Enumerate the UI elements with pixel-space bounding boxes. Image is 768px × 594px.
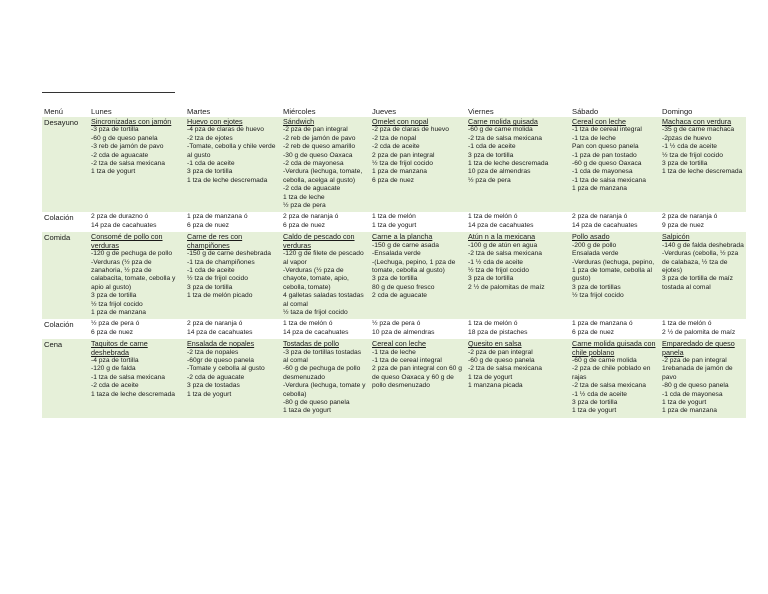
ingredient-line: 2 cda de aguacate <box>372 292 428 300</box>
ingredient-line: -1 cda de mayonesa <box>662 390 723 398</box>
dish-title: Caldo de pescado con verduras <box>283 232 355 250</box>
header-rule <box>42 92 175 93</box>
ingredient-line: 10 pza de almendras <box>468 168 531 176</box>
ingredient-line: -150 g de carne asada <box>372 241 439 249</box>
menu-cell <box>89 117 185 212</box>
ingredient-line: 3 pza de tostadas <box>187 382 240 390</box>
menu-cell <box>370 117 466 212</box>
ingredient-line: -120 g de pechuga de pollo <box>91 250 173 258</box>
ingredient-line: -1 tza de leche <box>572 134 616 142</box>
menu-cell <box>466 212 570 232</box>
ingredient-line: 6 pza de nuez <box>372 176 415 184</box>
ingredient-line: -35 g de carne machaca <box>662 126 735 134</box>
meal-label: Colación <box>42 212 89 232</box>
ingredient-line: -60 g de pechuga de pollo desmenuzado <box>283 365 361 381</box>
ingredient-line: -Verdura (lechuga, tomate, cebolla, acelga al gusto) <box>283 168 363 184</box>
menu-cell <box>570 339 660 418</box>
ingredient-line: -2 cda de mayonesa <box>283 160 344 168</box>
ingredient-line: -2 pza de pan integral <box>468 348 533 356</box>
menu-row <box>42 339 746 418</box>
ingredient-line: -Verdura (lechuga, tomate y cebolla) <box>283 382 366 398</box>
ingredient-line: 3 pza de tortilla <box>468 275 514 283</box>
menu-cell <box>370 212 466 232</box>
ingredient-line: ½ tza de frijol cocido <box>187 275 248 283</box>
ingredient-line: 3 pza de tortilla <box>187 283 233 291</box>
ingredient-line: 1 taza de leche descremada <box>91 390 176 398</box>
ingredient-line: -2 tza de salsa mexicana <box>468 134 542 142</box>
ingredient-line: 2 pza de naranja ó <box>283 213 339 221</box>
ingredient-line: -1 cda de aceite <box>468 143 516 151</box>
ingredient-line: 6 pza de nuez <box>187 221 230 229</box>
ingredient-line: -Verduras (½ pza de chayote, tomate, apio, cebolla, tomate) <box>283 266 349 291</box>
ingredient-line: 2 pza de naranja ó <box>662 213 718 221</box>
ingredient-line: 3 pza de tortilla de maíz tostada al comal <box>662 275 733 291</box>
ingredient-line: 14 pza de cacahuates <box>468 221 534 229</box>
ingredient-line: 1 tza de melón ó <box>468 213 518 221</box>
ingredient-line: -1 ½ cda de aceite <box>572 390 628 398</box>
meal-label: Desayuno <box>42 117 89 212</box>
ingredient-line: Ensalada verde <box>572 250 619 258</box>
ingredient-line: -60 g de queso Oaxaca <box>572 160 642 168</box>
ingredient-line: -1 tza de leche <box>372 348 416 356</box>
menu-cell <box>466 117 570 212</box>
ingredient-line: 1 pza de manzana <box>372 168 428 176</box>
menu-cell <box>185 232 281 319</box>
ingredient-line: -2 tza de nopales <box>187 348 239 356</box>
menu-cell <box>660 212 746 232</box>
ingredient-line: 1 tza de leche <box>283 193 325 201</box>
ingredient-line: -1 cda de mayonesa <box>572 168 633 176</box>
ingredient-line: -120 g de filete de pescado al vapor <box>283 250 364 266</box>
ingredient-line: -80 g de queso panela <box>662 382 729 390</box>
ingredient-line: 1 tza de leche descremada <box>187 176 268 184</box>
menu-cell <box>185 212 281 232</box>
menu-cell <box>281 232 370 319</box>
ingredient-line: 1 tza de melón ó <box>283 320 333 328</box>
column-header-menu: Menú <box>44 107 63 116</box>
dish-title: Machaca con verdura <box>662 117 732 126</box>
dish-title: Tostadas de pollo <box>283 339 339 349</box>
ingredient-line: -2 cda de aceite <box>91 382 139 390</box>
dish-title: Pollo asado <box>572 232 610 242</box>
ingredient-line: -2pzas de huevo <box>662 134 712 142</box>
ingredient-line: -2 pza de pan integral <box>283 126 348 134</box>
header-row <box>42 105 746 117</box>
ingredient-line: 80 g de queso fresco <box>372 283 435 291</box>
menu-cell <box>89 232 185 319</box>
ingredient-line: 2 ½ de palomita de maíz <box>662 328 736 336</box>
ingredient-line: 2 pza de naranja ó <box>187 320 243 328</box>
ingredient-line: ½ taza de frijol cocido <box>283 308 348 316</box>
ingredient-line: ½ pza de pera ó <box>372 320 421 328</box>
ingredient-line: -80 g de queso panela <box>283 399 350 406</box>
ingredient-line: -2 cda de aguacate <box>187 373 245 381</box>
dish-title: Taquitos de carne deshebrada <box>91 339 148 357</box>
ingredient-line: ½ tza de frijol cocido <box>372 160 433 168</box>
ingredient-line: -1 tza de cereal integral <box>372 356 442 364</box>
ingredient-line: 3 pza de tortilla <box>468 151 514 159</box>
ingredient-line: -140 g de falda deshebrada <box>662 241 744 249</box>
ingredient-line: 2 pza de pan integral con 60 g de queso Oaxaca y 60 g de pollo desmenuzado <box>372 365 462 390</box>
ingredient-line: 14 pza de cacahuates <box>283 328 349 336</box>
dish-title: Cereal con leche <box>372 339 426 349</box>
menu-cell <box>660 339 746 418</box>
ingredient-line: Pan con queso panela <box>572 143 639 151</box>
ingredient-line: -1 tza de cereal integral <box>572 126 642 134</box>
ingredient-line: -60 g de queso panela <box>468 356 535 364</box>
menu-cell <box>466 319 570 339</box>
dish-title: Salpicón <box>662 232 690 242</box>
dish-title: Carne de res con champiñones <box>187 232 243 250</box>
ingredient-line: 1 taza de yogurt <box>283 407 331 415</box>
ingredient-line: -200 g de pollo <box>572 241 617 249</box>
ingredient-line: 18 pza de pistaches <box>468 328 528 336</box>
ingredient-line: ½ tza de frijol cocido <box>468 266 529 274</box>
menu-cell <box>281 319 370 339</box>
column-header-day: Domingo <box>662 107 693 116</box>
ingredient-line: 1 tza de yogurt <box>91 168 136 176</box>
menu-row <box>42 117 746 212</box>
ingredient-line: 1 tza de leche descremada <box>468 160 549 168</box>
menu-cell <box>370 319 466 339</box>
ingredient-line: 3 pza de tortilla <box>572 399 618 406</box>
dish-title: Omelet con nopal <box>372 117 429 126</box>
menu-cell <box>89 319 185 339</box>
menu-cell <box>281 117 370 212</box>
ingredient-line: 10 pza de almendras <box>372 328 435 336</box>
ingredient-line: -Ensalada verde <box>372 250 421 258</box>
ingredient-line: 3 pza de tortilla <box>662 160 708 168</box>
ingredient-line: 2 pza de durazno ó <box>91 213 149 221</box>
ingredient-line: -2 tza de salsa mexicana <box>468 250 542 258</box>
ingredient-line: 1 tza de leche descremada <box>662 168 743 176</box>
menu-cell <box>570 319 660 339</box>
ingredient-line: 3 pza de tortillas <box>572 283 621 291</box>
ingredient-line: -1 tza de salsa mexicana <box>572 176 646 184</box>
ingredient-line: -1 ½ cda de aceite <box>468 258 524 266</box>
meal-label: Comida <box>42 232 89 319</box>
menu-cell <box>370 339 466 418</box>
dish-title: Carne molida guisada con chile poblano <box>572 339 656 357</box>
ingredient-line: -60 g de queso panela <box>91 134 158 142</box>
ingredient-line: 1rebanada de jamón de pavo <box>662 365 733 381</box>
ingredient-line: 14 pza de cacahuates <box>187 328 253 336</box>
ingredient-line: 1 tza de melón ó <box>662 320 712 328</box>
menu-cell <box>89 212 185 232</box>
column-header-day: Sábado <box>572 107 599 116</box>
ingredient-line: ½ pza de pera ó <box>91 320 140 328</box>
column-header-day: Martes <box>187 107 211 116</box>
dish-title: Cereal con leche <box>572 117 626 126</box>
ingredient-line: -3 pza de tortillas tostadas al comal <box>283 348 362 364</box>
ingredient-line: -1 pza de pan tostado <box>572 151 637 159</box>
ingredient-line: -1 tza de champiñones <box>187 258 255 266</box>
ingredient-line: -Tomate y cebolla al gusto <box>187 365 265 373</box>
ingredient-line: -60gr de queso panela <box>187 356 254 364</box>
menu-row <box>42 232 746 319</box>
menu-row <box>42 319 746 339</box>
dish-title: Sincronizadas con jamón <box>91 117 172 126</box>
ingredient-line: -120 g de falda <box>91 365 136 373</box>
ingredient-line: 2 pza de naranja ó <box>572 213 628 221</box>
ingredient-line: 1 pza de manzana ó <box>572 320 633 328</box>
ingredient-line: -4 pza de tortilla <box>91 356 139 364</box>
ingredient-line: -2 tza de ejotes <box>187 134 233 142</box>
menu-row <box>42 212 746 232</box>
ingredient-line: -2 reb de jamón de pavo <box>283 134 356 142</box>
ingredient-line: -3 reb de jamón de pavo <box>91 143 164 151</box>
ingredient-line: -60 g de carne molida <box>468 126 533 134</box>
ingredient-line: 1 tza de melón <box>372 213 416 221</box>
ingredient-line: 1 tza de melón picado <box>187 292 253 300</box>
ingredient-line: -150 g de carne deshebrada <box>187 250 272 258</box>
ingredient-line: -2 pza de claras de huevo <box>372 126 449 134</box>
dish-title: Carne a la plancha <box>372 232 433 242</box>
ingredient-line: -2 reb de queso amarillo <box>283 143 356 151</box>
dish-title: Emparedado de queso panela <box>662 339 735 357</box>
ingredient-line: -2 tza de salsa mexicana <box>572 382 646 390</box>
menu-cell <box>660 117 746 212</box>
ingredient-line: 3 pza de tortilla <box>187 168 233 176</box>
ingredient-line: 1 tza de yogurt <box>662 399 707 406</box>
ingredient-line: -1 tza de salsa mexicana <box>91 373 165 381</box>
ingredient-line: 1 pza de manzana <box>572 185 628 193</box>
ingredient-line: -2 pza de pan integral <box>662 356 727 364</box>
ingredient-line: -Verduras (lechuga, pepino, 1 pza de tomate, cebolla al gusto) <box>572 258 655 283</box>
ingredient-line: -Verduras (½ pza de zanahoria, ½ pza de calabacita, tomate, cebolla y apio al gusto) <box>91 258 176 291</box>
ingredient-line: -2 tza de salsa mexicana <box>91 160 165 168</box>
ingredient-line: -2 pza de chile poblado en rajas <box>572 365 651 381</box>
menu-cell <box>185 117 281 212</box>
ingredient-line: 1 tza de yogurt <box>187 390 232 398</box>
ingredient-line: 14 pza de cacahuates <box>91 221 157 229</box>
ingredient-line: -(Lechuga, pepino, 1 pza de tomate, cebolla al gusto) <box>372 258 456 274</box>
menu-cell <box>570 232 660 319</box>
ingredient-line: 2 pza de pan integral <box>372 151 435 159</box>
ingredient-line: 1 pza de manzana ó <box>187 213 248 221</box>
ingredient-line: 1 tza de yogurt <box>572 407 617 415</box>
ingredient-line: -1 cda de aceite <box>187 160 235 168</box>
dish-title: Huevo con ejotes <box>187 117 243 126</box>
ingredient-line: ½ tza de frijol cocido <box>662 151 723 159</box>
ingredient-line: 1 tza de melón ó <box>468 320 518 328</box>
menu-cell <box>466 339 570 418</box>
column-header-day: Jueves <box>372 107 397 116</box>
menu-cell <box>570 117 660 212</box>
ingredient-line: -2 cda de aceite <box>372 143 420 151</box>
ingredient-line: 9 pza de nuez <box>662 221 705 229</box>
meal-label: Colación <box>42 319 89 339</box>
ingredient-line: ½ tza frijol cocido <box>572 292 624 300</box>
ingredient-line: -2 cda de aguacate <box>283 185 341 193</box>
dish-title: Atún n a la mexicana <box>468 232 536 242</box>
column-header-day: Lunes <box>91 107 112 116</box>
ingredient-line: 1 manzana picada <box>468 382 523 390</box>
ingredient-line: -100 g de atún en agua <box>468 241 538 249</box>
ingredient-line: 3 pza de tortilla <box>91 292 137 300</box>
ingredient-line: 1 tza de yogurt <box>372 221 417 229</box>
ingredient-line: 6 pza de nuez <box>283 221 326 229</box>
menu-cell <box>370 232 466 319</box>
menu-cell <box>89 339 185 418</box>
menu-cell <box>570 212 660 232</box>
menu-cell <box>185 319 281 339</box>
ingredient-line: -1 ½ cda de aceite <box>662 143 718 151</box>
dish-title: Consomé de pollo con verduras <box>91 232 163 250</box>
ingredient-line: -30 g de queso Oaxaca <box>283 151 353 159</box>
dish-title: Sándwich <box>283 117 315 126</box>
ingredient-line: 4 galletas saladas tostadas al comal <box>283 292 364 308</box>
menu-cell <box>185 339 281 418</box>
column-header-day: Miércoles <box>283 107 316 116</box>
ingredient-line: 1 pza de manzana <box>662 407 718 415</box>
weekly-menu-table <box>42 105 746 418</box>
menu-cell <box>281 212 370 232</box>
ingredient-line: 6 pza de nuez <box>91 328 134 336</box>
ingredient-line: -4 pza de claras de huevo <box>187 126 264 134</box>
ingredient-line: 1 tza de yogurt <box>468 373 513 381</box>
ingredient-line: -60 g de carne molida <box>572 356 637 364</box>
meal-label: Cena <box>42 339 89 418</box>
menu-cell <box>660 319 746 339</box>
menu-cell <box>660 232 746 319</box>
ingredient-line: -3 pza de tortilla <box>91 126 139 134</box>
ingredient-line: -1 cda de aceite <box>187 266 235 274</box>
ingredient-line: 14 pza de cacahuates <box>572 221 638 229</box>
dish-title: Carne molida guisada <box>468 117 538 126</box>
ingredient-line: 1 pza de manzana <box>91 308 147 316</box>
ingredient-line: -2 tza de salsa mexicana <box>468 365 542 373</box>
menu-cell <box>281 339 370 418</box>
ingredient-line: -2 cda de aguacate <box>91 151 149 159</box>
dish-title: Ensalada de nopales <box>187 339 255 349</box>
ingredient-line: -Verduras (cebolla, ½ pza de calabaza, ½ tza de ejotes) <box>662 250 739 274</box>
ingredient-line: ½ tza frijol cocido <box>91 300 143 308</box>
ingredient-line: ½ pza de pera <box>283 202 326 210</box>
ingredient-line: -Tomate, cebolla y chile verde al gusto <box>187 143 276 159</box>
ingredient-line: 6 pza de nuez <box>572 328 615 336</box>
ingredient-line: 3 pza de tortilla <box>372 275 418 283</box>
ingredient-line: -2 tza de nopal <box>372 134 417 142</box>
column-header-day: Viernes <box>468 107 494 116</box>
ingredient-line: 2 ½ de palomitas de maíz <box>468 283 545 291</box>
ingredient-line: ½ pza de pera <box>468 176 511 184</box>
dish-title: Quesito en salsa <box>468 339 522 349</box>
menu-cell <box>466 232 570 319</box>
